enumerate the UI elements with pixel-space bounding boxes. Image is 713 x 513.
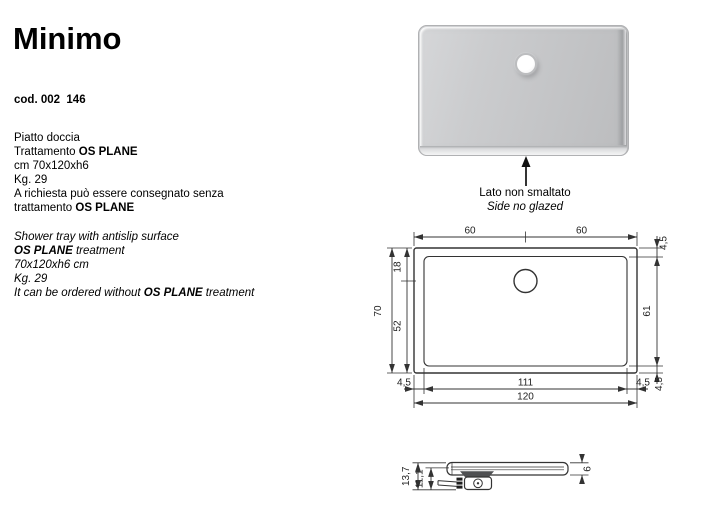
- en-line-5: [14, 286, 254, 300]
- en-line-2: [14, 244, 254, 258]
- en-line-5-text2: treatment: [202, 287, 255, 299]
- it-line-2-text: Trattamento: [14, 146, 79, 158]
- en-line-3: [14, 258, 254, 272]
- drain-outline: [514, 270, 537, 293]
- it-line-2-bold: OS PLANE: [78, 146, 138, 158]
- it-line-2: [14, 145, 224, 159]
- it-line-6-bold: OS PLANE: [75, 202, 135, 214]
- it-line-6: [14, 201, 224, 215]
- dim-label-top-right-60: 60: [575, 225, 588, 237]
- en-line-2-text: treatment: [72, 245, 125, 257]
- it-line-3: [14, 159, 224, 173]
- dim-label-section-6: 6: [582, 466, 594, 472]
- en-line-5-text: It can be ordered without: [14, 287, 144, 299]
- en-line-5-bold: OS PLANE: [143, 287, 203, 299]
- description-italian: [14, 131, 224, 215]
- product-code: cod. 002 146: [14, 94, 86, 106]
- product-photo: [418, 25, 629, 156]
- dim-label-bottom-120: 120: [517, 391, 534, 403]
- en-line-3-text: 70x120xh6 cm: [14, 259, 89, 271]
- dim-label-right-edge-bottom: 4,5: [654, 377, 665, 391]
- it-line-1-text: Piatto doccia: [14, 132, 80, 144]
- tray-outer-outline: [414, 248, 637, 373]
- callout-line-italian: Lato non smaltato: [479, 187, 571, 199]
- tray-unglazed-edge: [420, 146, 627, 155]
- it-line-4: [14, 173, 224, 187]
- it-line-4-text: Kg. 29: [14, 174, 48, 186]
- section-pipe: [438, 481, 457, 487]
- photo-callout: [430, 186, 620, 214]
- en-line-1-text: Shower tray with antislip surface: [14, 231, 179, 243]
- it-line-5-text: A richiesta può essere consegnato senza: [14, 188, 224, 200]
- section-hatch-blocks: [457, 478, 463, 489]
- en-line-2-bold: OS PLANE: [14, 245, 73, 257]
- tray-inner-shadow: [617, 30, 626, 145]
- callout-line-english: Side no glazed: [486, 201, 564, 213]
- dim-label-right-61: 61: [642, 305, 653, 317]
- section-view-drawing: [395, 440, 605, 513]
- arrow-up-icon: [518, 155, 534, 187]
- description-english: [14, 230, 254, 300]
- dim-label-section-111h: 11,1: [414, 469, 426, 489]
- en-line-4: [14, 272, 254, 286]
- drain-hole: [515, 53, 537, 75]
- dim-label-section-137: 13,7: [401, 466, 412, 487]
- tray-rim: [420, 27, 627, 154]
- product-title: Minimo: [13, 21, 122, 56]
- dim-label-left-70: 70: [373, 305, 384, 317]
- dim-label-bottom-left-45: 4,5: [397, 377, 411, 389]
- dim-label-left-52: 52: [392, 320, 404, 332]
- section-drain-seat: [460, 471, 494, 477]
- it-line-5: [14, 187, 224, 201]
- it-line-6-text: trattamento: [14, 202, 76, 214]
- dim-label-left-18: 18: [392, 261, 404, 273]
- section-trap-dot: [477, 482, 479, 484]
- en-line-1: [14, 230, 254, 244]
- dim-label-top-left-60: 60: [464, 225, 476, 237]
- dim-label-bottom-right-45: 4,5: [636, 377, 650, 389]
- it-line-3-text: cm 70x120xh6: [14, 160, 89, 172]
- it-line-1: [14, 131, 224, 145]
- en-line-4-text: Kg. 29: [14, 273, 48, 285]
- top-view-drawing: [370, 225, 713, 415]
- dim-label-bottom-111: 111: [517, 377, 534, 389]
- dim-label-right-edge-top: 4,5: [658, 236, 670, 250]
